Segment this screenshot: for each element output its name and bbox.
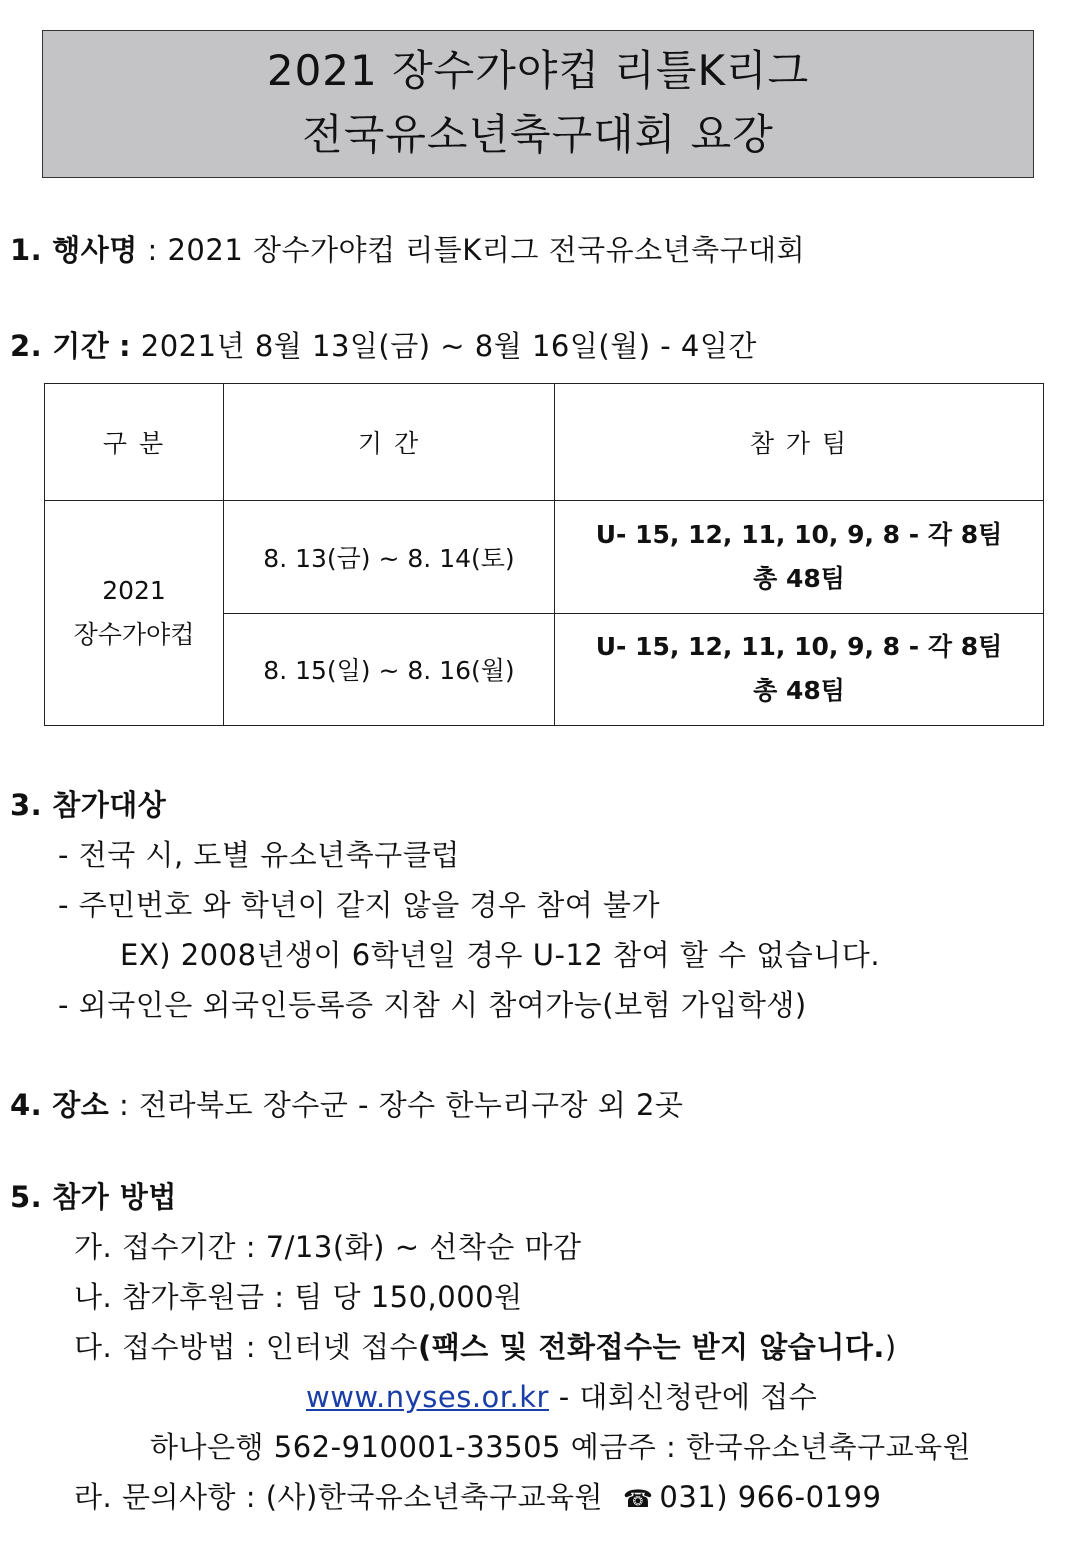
header-teams: 참 가 팀 — [555, 384, 1044, 501]
table-row — [45, 501, 1044, 614]
list-item: - 전국 시, 도별 유소년축구클럽 — [58, 838, 460, 872]
website-line — [306, 1375, 817, 1416]
application-method — [74, 1325, 897, 1366]
inquiry — [74, 1475, 881, 1516]
application-method-close: ) — [884, 1330, 897, 1364]
section-2 — [10, 324, 757, 365]
website-link[interactable]: www.nyses.or.kr — [306, 1380, 549, 1414]
list-item: - 주민번호 와 학년이 같지 않을 경우 참여 불가 — [58, 888, 660, 922]
period-cell: 8. 15(일) ~ 8. 16(월) — [224, 613, 555, 726]
section-1-separator: : — [147, 233, 158, 267]
phone-number: 031) 966-0199 — [659, 1480, 882, 1514]
participation-fee: 나. 참가후원금 : 팀 당 150,000원 — [74, 1280, 523, 1314]
event-year: 2021 — [102, 576, 166, 605]
application-method-notice: (팩스 및 전화접수는 받지 않습니다. — [418, 1330, 885, 1364]
application-period: 가. 접수기간 : 7/13(화) ~ 선착순 마감 — [74, 1230, 582, 1264]
website-note: - 대회신청란에 접수 — [548, 1380, 818, 1414]
table-header-row — [45, 384, 1044, 501]
section-5-number: 5. — [10, 1180, 43, 1214]
section-2-separator: : — [118, 329, 132, 363]
section-4-label: 장소 — [52, 1088, 110, 1122]
title-line-1: 2021 장수가야컵 리틀K리그 — [266, 46, 810, 95]
section-1-label: 행사명 — [52, 233, 138, 267]
list-item: - 외국인은 외국인등록증 지참 시 참여가능(보험 가입학생) — [58, 988, 807, 1022]
teams-total: 총 48팀 — [753, 563, 845, 593]
application-method-text: 다. 접수방법 : 인터넷 접수 — [74, 1330, 419, 1364]
section-2-label: 기간 — [52, 329, 110, 363]
teams-cell — [555, 501, 1044, 614]
section-1 — [10, 228, 805, 269]
teams-cell — [555, 613, 1044, 726]
section-4-number: 4. — [10, 1088, 43, 1122]
section-4-separator: : — [118, 1088, 130, 1122]
title-line-2: 전국유소년축구대회 요강 — [302, 110, 774, 159]
section-4 — [10, 1083, 683, 1124]
telephone-icon: ☎ — [623, 1485, 654, 1513]
teams-total: 총 48팀 — [753, 676, 845, 706]
section-5-heading — [10, 1175, 177, 1216]
event-name: 장수가야컵 — [73, 620, 195, 649]
title-box — [42, 30, 1034, 178]
period-cell: 8. 13(금) ~ 8. 14(토) — [224, 501, 555, 614]
section-5-label: 참가 방법 — [52, 1180, 177, 1214]
section-4-text: 전라북도 장수군 - 장수 한누리구장 외 2곳 — [138, 1088, 684, 1122]
section-2-text: 2021년 8월 13일(금) ~ 8월 16일(월) - 4일간 — [140, 329, 757, 363]
teams-line: U- 15, 12, 11, 10, 9, 8 - 각 8팀 — [595, 519, 1003, 549]
header-period: 기 간 — [224, 384, 555, 501]
section-2-number: 2. — [10, 329, 43, 363]
teams-line: U- 15, 12, 11, 10, 9, 8 - 각 8팀 — [595, 632, 1003, 662]
section-1-text: 2021 장수가야컵 리틀K리그 전국유소년축구대회 — [167, 233, 806, 267]
section-3-number: 3. — [10, 788, 43, 822]
inquiry-text: 라. 문의사항 : (사)한국유소년축구교육원 — [74, 1480, 603, 1514]
section-1-number: 1. — [10, 233, 43, 267]
schedule-table — [44, 383, 1044, 726]
header-category: 구 분 — [45, 384, 224, 501]
section-3-label: 참가대상 — [52, 788, 167, 822]
section-3-heading — [10, 783, 166, 824]
list-item: EX) 2008년생이 6학년일 경우 U-12 참여 할 수 없습니다. — [120, 938, 881, 972]
bank-account: 하나은행 562-910001-33505 예금주 : 한국유소년축구교육원 — [150, 1430, 972, 1464]
event-cell — [45, 501, 224, 726]
